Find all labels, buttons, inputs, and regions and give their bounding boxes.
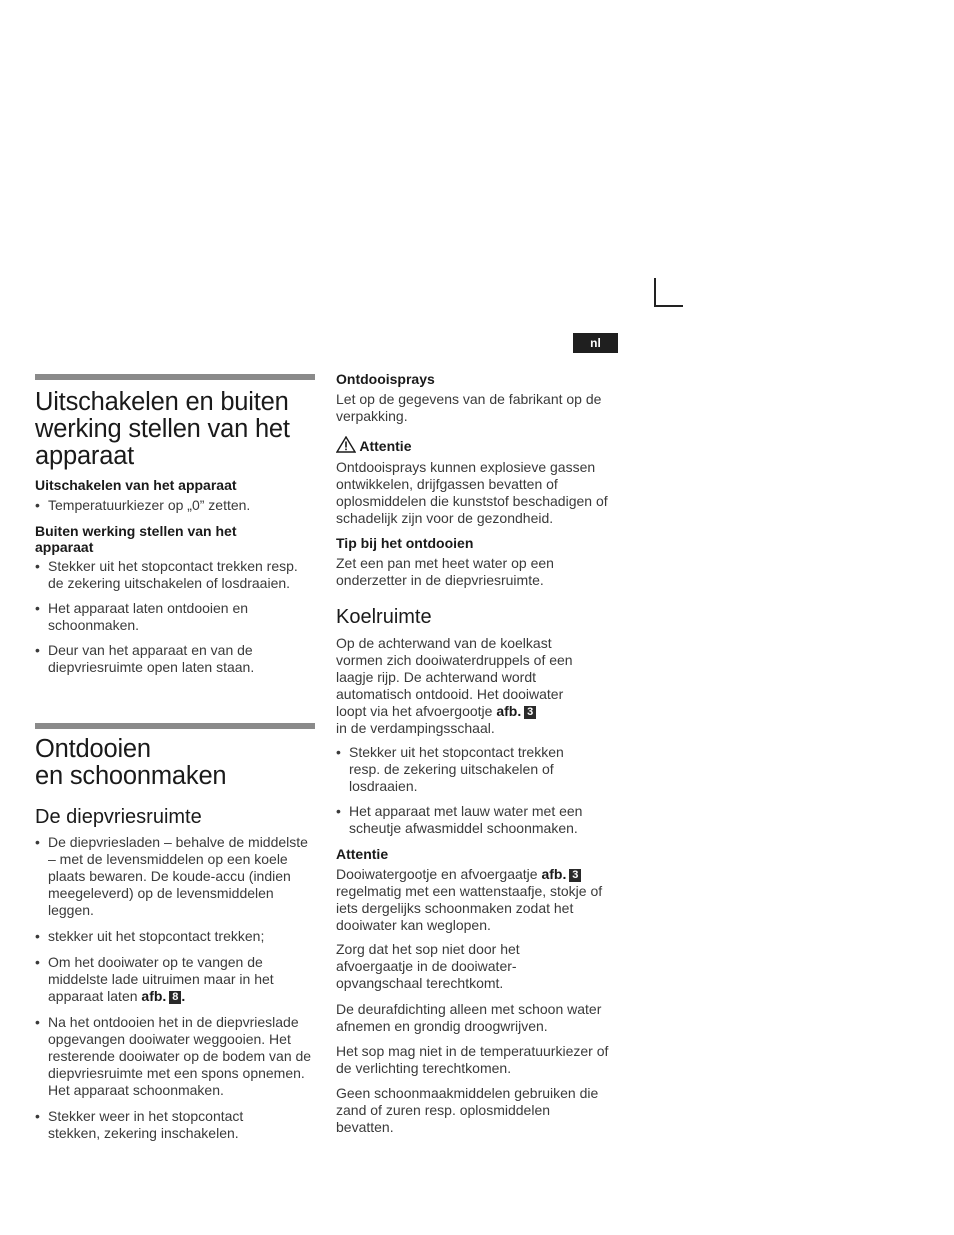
warning-text: Ontdooisprays kunnen explosieve gassen ontwikkelen, drijfgassen bevatten of oplosmiddelen die kunststof beschadigen of schadelijk zijn voor de gezondheid. xyxy=(336,459,608,526)
attention-text-2: Zorg dat het sop niet door het afvoergaatje in de dooiwater-opvangschaal terechtkomt. xyxy=(336,941,520,991)
list-item: • Om het dooiwater op te vangen de middelste lade uitruimen maar in het apparaat laten afb. 8 . xyxy=(35,954,298,1005)
subheading-decommission: Buiten werking stellen van het apparaat xyxy=(35,523,237,555)
figure-ref-number: 3 xyxy=(569,869,581,882)
language-tab: nl xyxy=(573,333,618,353)
subheading-switch-off: Uitschakelen van het apparaat xyxy=(35,477,237,493)
section-title-switch-off: Uitschakelen en buiten werking stellen van het apparaat xyxy=(35,388,290,470)
subheading-attention: Attentie xyxy=(336,846,389,862)
list-item: • Stekker uit het stopcontact trekken resp. de zekering uitschakelen of losdraaien. xyxy=(336,744,574,795)
sprays-text: Let op de gegevens van de fabrikant op de verpakking. xyxy=(336,391,602,424)
fridge-text-body: Op de achterwand van de koelkast vormen zich dooiwaterdruppels of een laagje rijp. De achterwand wordt automatisch ontdooid. Het dooiwater loopt via het afvoergootje xyxy=(336,635,573,719)
figure-ref-label: afb. xyxy=(141,988,167,1004)
attention-text-3: De deurafdichting alleen met schoon water afnemen en grondig droogwrijven. xyxy=(336,1001,602,1034)
fridge-text-end: in de verdampingsschaal. xyxy=(336,720,495,736)
attention-text-start: Dooiwatergootje en afvoergaatje xyxy=(336,866,538,882)
section-title-line: en schoonmaken xyxy=(35,762,227,790)
switch-off-list xyxy=(35,497,315,514)
warning-triangle-icon xyxy=(336,436,356,453)
freezer-list xyxy=(35,834,317,1142)
crop-mark-vertical xyxy=(654,278,656,306)
attention-text-5: Geen schoonmaakmiddelen gebruiken die zand of zuren resp. oplosmiddelen bevatten. xyxy=(336,1085,599,1135)
figure-ref-label: afb. xyxy=(541,866,567,882)
list-item: • Na het ontdooien het in de diepvrieslade opgevangen dooiwater weggooien. Het resterende dooiwater op de bodem van de diepvriesruimte met een spons opnemen. Het apparaat schoonmaken. xyxy=(35,1014,317,1099)
attention-text-end: regelmatig met een wattenstaafje, stokje of iets dergelijks schoonmaken zodat het dooiwater kan weglopen. xyxy=(336,883,603,933)
decommission-list xyxy=(35,558,300,676)
subheading-tip: Tip bij het ontdooien xyxy=(336,535,474,551)
tip-text: Zet een pan met heet water op een onderzetter in de diepvriesruimte. xyxy=(336,555,554,588)
list-item: • De diepvriesladen – behalve de middelste – met de levensmiddelen op een koele plaats bewaren. De koude-accu (indien meegeleverd) op de levensmiddelen leggen. xyxy=(35,834,317,919)
section-title-line: Ontdooien xyxy=(35,735,151,763)
attention-text-1 xyxy=(336,866,614,934)
list-item: • Deur van het apparaat en van de diepvriesruimte open laten staan. xyxy=(35,642,300,676)
list-item: • Temperatuurkiezer op „0” zetten. xyxy=(35,497,315,514)
crop-mark-horizontal xyxy=(654,305,683,307)
warning-heading xyxy=(336,436,536,455)
list-item: • Het apparaat met lauw water met een scheutje afwasmiddel schoonmaken. xyxy=(336,803,606,837)
fridge-text xyxy=(336,635,596,737)
figure-ref-label: afb. xyxy=(496,703,522,719)
subsection-title-freezer: De diepvriesruimte xyxy=(35,806,202,828)
figure-ref-number: 3 xyxy=(524,706,536,719)
subheading-sprays: Ontdooisprays xyxy=(336,371,435,387)
list-item: • Stekker weer in het stopcontact stekken, zekering inschakelen. xyxy=(35,1108,278,1142)
fridge-list xyxy=(336,744,606,837)
list-item: • Stekker uit het stopcontact trekken resp. de zekering uitschakelen of losdraaien. xyxy=(35,558,300,592)
list-item: • stekker uit het stopcontact trekken; xyxy=(35,928,317,945)
subsection-title-fridge: Koelruimte xyxy=(336,606,432,628)
section-title-defrost xyxy=(35,736,226,790)
figure-ref-number: 8 xyxy=(169,991,181,1004)
section-rule xyxy=(35,723,315,729)
section-rule xyxy=(35,374,315,380)
attention-text-4: Het sop mag niet in de temperatuurkiezer of de verlichting terechtkomen. xyxy=(336,1043,609,1076)
list-item: • Het apparaat laten ontdooien en schoonmaken. xyxy=(35,600,278,634)
list-item-text: Om het dooiwater op te vangen de middelste lade uitruimen maar in het apparaat laten xyxy=(48,954,274,1004)
warning-title: Attentie xyxy=(359,438,412,454)
